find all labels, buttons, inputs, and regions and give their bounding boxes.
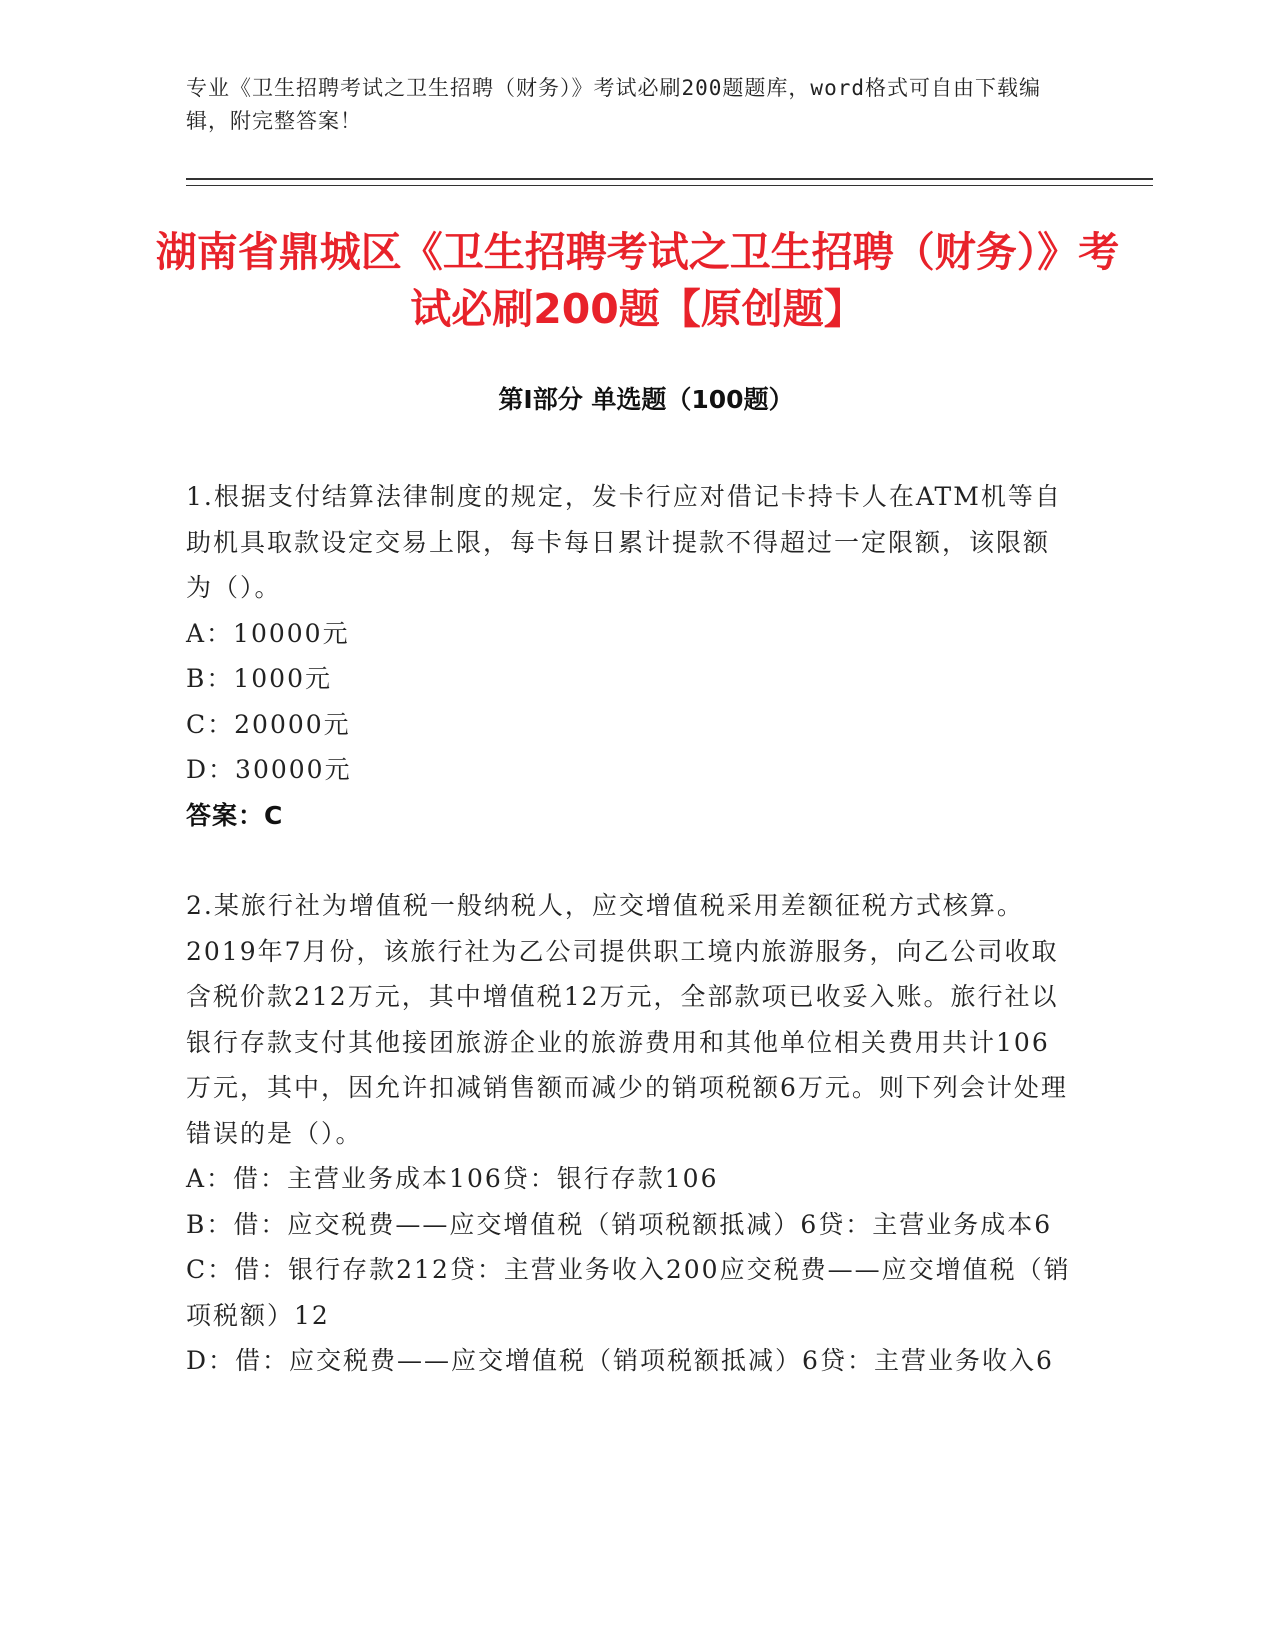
option-c: C：20000元 — [186, 709, 351, 739]
option-a: A：10000元 — [186, 618, 350, 648]
option-b: B：1000元 — [186, 664, 332, 693]
section-title: 第Ⅰ部分 单选题（100题） — [498, 385, 794, 414]
header-divider-thin — [186, 185, 1153, 186]
option-d: D：30000元 — [186, 755, 352, 784]
answer-label: 答案：C — [186, 800, 284, 830]
question-1 — [186, 474, 1071, 838]
option-a: A：借：主营业务成本106贷：银行存款106 — [186, 1164, 719, 1193]
question-stem: 1.根据支付结算法律制度的规定，发卡行应对借记卡持卡人在ATM机等自助机具取款设定交易上限，每卡每日累计提款不得超过一定限额，该限额为（）。 — [186, 482, 1062, 602]
option-c: C：借：银行存款212贷：主营业务收入200应交税费——应交增值税（销项税额）12 — [186, 1255, 1071, 1330]
question-stem: 2.某旅行社为增值税一般纳税人，应交增值税采用差额征税方式核算。2019年7月份，该旅行社为乙公司提供职工境内旅游服务，向乙公司收取含税价款212万元，其中增值税12万元，全部款项已收妥入账。旅行社以银行存款支付其他接团旅游企业的旅游费用和其他单位相关费用共计106万元，其中，因允许扣减销售额而减少的销项税额6万元。则下列会计处理错误的是（）。 — [186, 891, 1068, 1148]
document-title: 湖南省鼎城区《卫生招聘考试之卫生招聘（财务）》考试必刷200题【原创题】 — [155, 228, 1120, 333]
option-b: B：借：应交税费——应交增值税（销项税额抵减）6贷：主营业务成本6 — [186, 1209, 1053, 1239]
question-2 — [186, 883, 1071, 1384]
header-divider-thick — [186, 178, 1153, 180]
option-d: D：借：应交税费——应交增值税（销项税额抵减）6贷：主营业务收入6 — [186, 1346, 1054, 1375]
header-note: 专业《卫生招聘考试之卫生招聘（财务）》考试必刷200题题库，word格式可自由下载编辑，附完整答案！ — [186, 76, 1041, 133]
